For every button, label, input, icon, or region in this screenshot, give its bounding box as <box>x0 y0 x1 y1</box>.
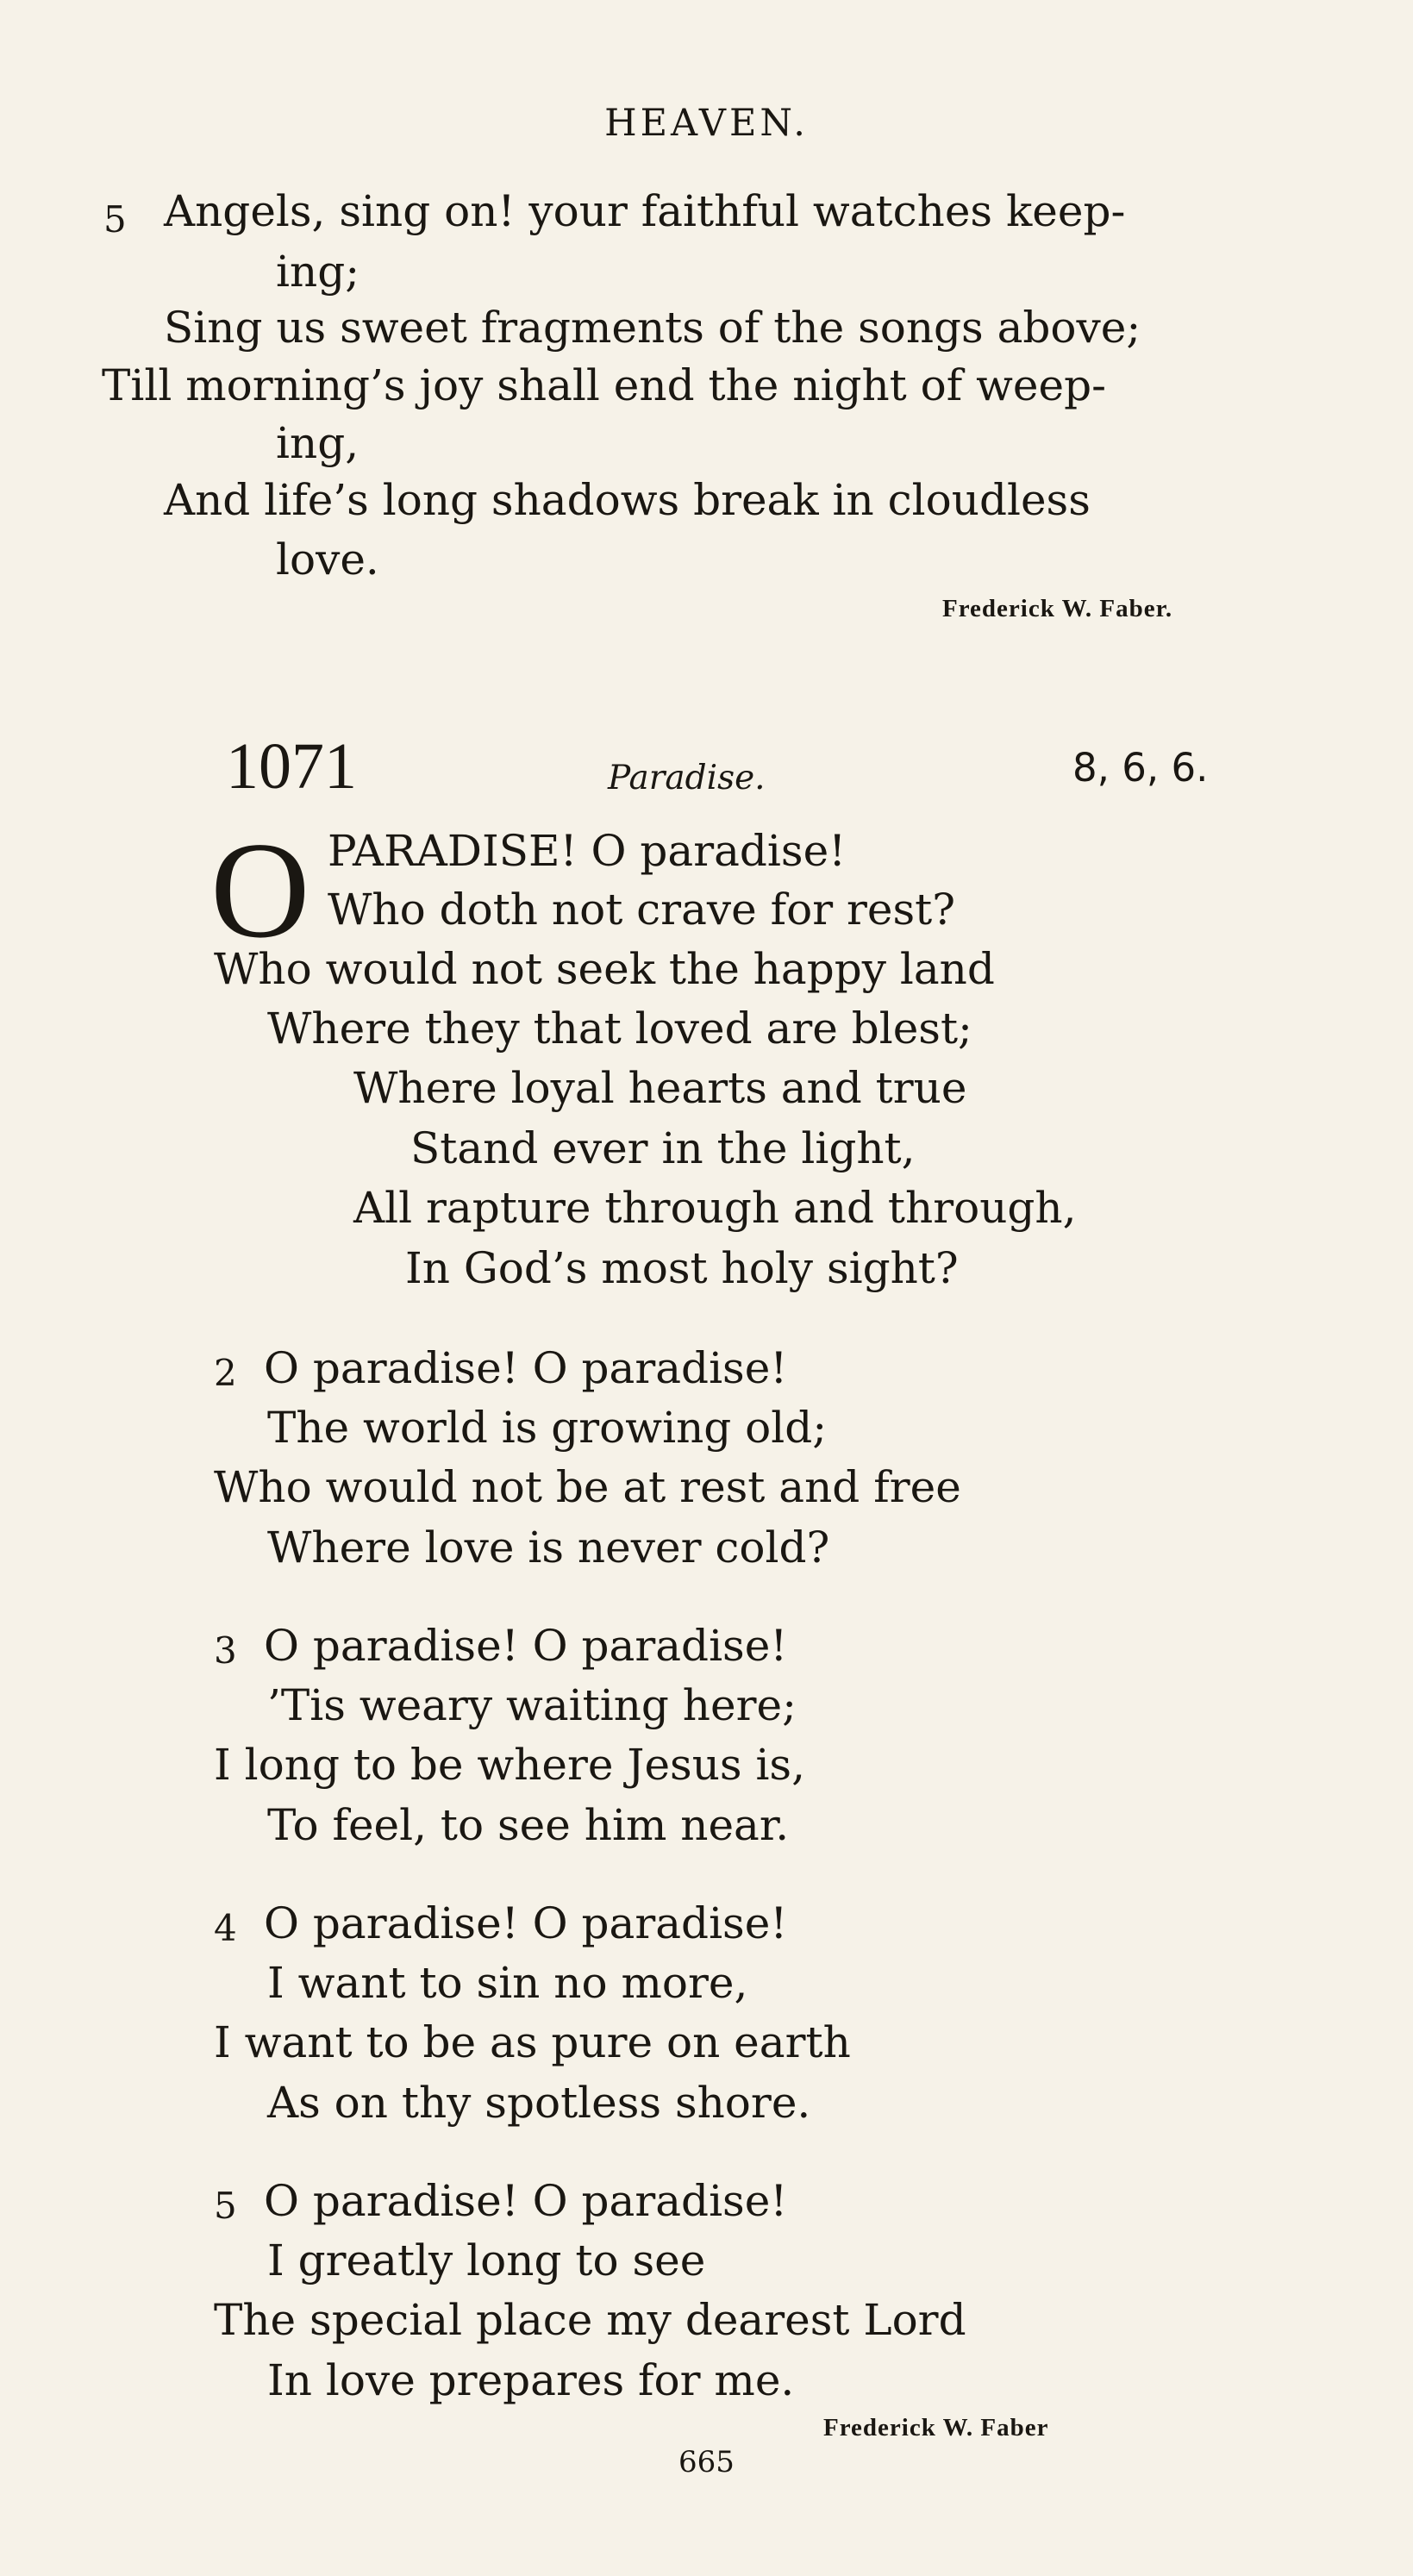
author-attribution: Frederick W. Faber <box>823 2414 1049 2442</box>
verse-line: ing, <box>276 418 360 468</box>
verse-line: Who would not be at rest and free <box>214 1462 961 1512</box>
verse-line: Stand ever in the light, <box>410 1123 916 1173</box>
verse-line: O paradise! O paradise! <box>264 2176 788 2226</box>
verse-line: The world is growing old; <box>267 1403 828 1453</box>
verse-line: O paradise! O paradise! <box>264 1898 788 1948</box>
verse-line: I long to be where Jesus is, <box>214 1740 805 1790</box>
verse-line: O paradise! O paradise! <box>264 1621 788 1671</box>
verse-line: I want to sin no more, <box>267 1958 748 2008</box>
verse-line: ing; <box>276 247 360 297</box>
stanza-number: 4 <box>214 1907 237 1949</box>
tune-name: Paradise. <box>608 759 766 797</box>
author-attribution: Frederick W. Faber. <box>942 595 1173 622</box>
verse-line: And life’s long shadows break in cloudless <box>164 475 1091 525</box>
verse-line: Till morning’s joy shall end the night of weep- <box>102 360 1107 410</box>
running-head: HEAVEN. <box>604 102 809 145</box>
verse-line: I greatly long to see <box>267 2235 706 2285</box>
verse-line: O paradise! O paradise! <box>264 1343 788 1393</box>
verse-line: As on thy spotless shore. <box>267 2078 811 2128</box>
meter: 8, 6, 6. <box>1072 745 1209 791</box>
page-number: 665 <box>678 2445 735 2479</box>
verse-line: ’Tis weary waiting here; <box>267 1680 797 1730</box>
verse-line: love. <box>276 535 379 585</box>
verse-line: In love prepares for me. <box>267 2355 795 2405</box>
verse-line: Angels, sing on! your faithful watches keep- <box>164 186 1126 236</box>
stanza-number: 5 <box>214 2185 237 2227</box>
verse-line: Who doth not crave for rest? <box>328 885 956 935</box>
hymn-number: 1071 <box>226 730 357 803</box>
verse-line: Sing us sweet fragments of the songs above; <box>164 303 1141 353</box>
drop-cap: O <box>210 813 310 966</box>
stanza-number: 3 <box>214 1629 237 1672</box>
verse-line: Where they that loved are blest; <box>267 1004 972 1054</box>
stanza-number: 5 <box>103 198 127 241</box>
verse-line: Where loyal hearts and true <box>353 1063 967 1113</box>
verse-line: PARADISE! O paradise! <box>328 826 847 876</box>
verse-line: All rapture through and through, <box>353 1183 1077 1233</box>
verse-line: The special place my dearest Lord <box>214 2295 966 2345</box>
verse-line: To feel, to see him near. <box>267 1800 790 1850</box>
stanza-number: 2 <box>214 1352 237 1394</box>
verse-line: In God’s most holy sight? <box>405 1243 959 1293</box>
verse-line: Who would not seek the happy land <box>214 944 995 994</box>
verse-line: Where love is never cold? <box>267 1522 830 1572</box>
verse-line: I want to be as pure on earth <box>214 2017 851 2067</box>
